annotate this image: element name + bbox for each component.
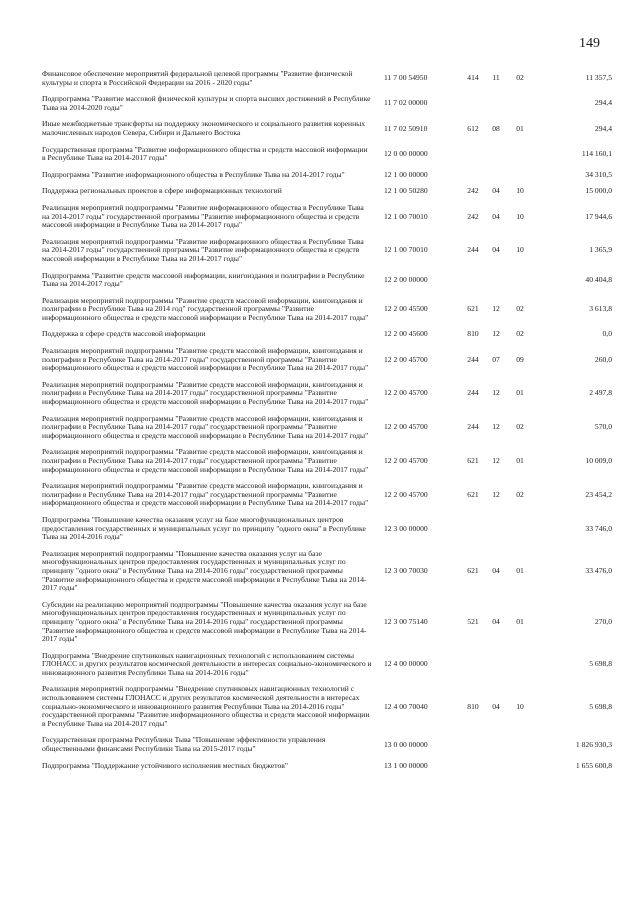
expense-type-code: 244 (467, 422, 479, 432)
subsection-code (508, 91, 532, 116)
expense-type-code: 612 (467, 123, 479, 133)
expense-type-code (462, 91, 484, 116)
amount: 294,4 (594, 123, 612, 133)
expense-type-code (462, 758, 484, 775)
table-row (42, 648, 612, 682)
expense-type-code: 242 (467, 211, 479, 221)
subsection-code: 10 (516, 186, 524, 196)
subsection-code: 02 (516, 73, 524, 83)
target-article-code: 12 2 00 45700 (384, 388, 428, 398)
amount: 34 310,5 (585, 169, 612, 179)
amount: 5 698,8 (589, 701, 612, 711)
subsection-code (508, 142, 532, 167)
expense-type-code: 621 (467, 565, 479, 575)
section-code: 12 (492, 456, 500, 465)
row-name: Подпрограмма "Внедрение спутниковых навигационных технологий с использованием системы ГЛОНАСС и других результатов космической деятельности в интересах социально-экономического и инновационного развития Республики Тыва на 2014-2016 годы" (42, 650, 372, 677)
expense-type-code (462, 732, 484, 757)
row-name: Подпрограмма "Развитие средств массовой информации, книгоиздания и полиграфии в Республике Тыва на 2014-2017 годы" (42, 270, 365, 289)
expense-type-code (462, 268, 484, 293)
table-row (42, 444, 612, 478)
subsection-code: 09 (516, 354, 524, 364)
section-code (484, 512, 508, 546)
row-name: Подпрограмма "Повышение качества оказания услуг на базе многофункциональных центров предоставления государственных и муниципальных услуг по принципу "одного окна" в Республике Тыва на 2014-2016 годы" (42, 514, 366, 542)
row-name: Субсидии на реализацию мероприятий подпрограммы "Повышение качества оказания услуг на базе многофункциональных центров предоставления государственных и муниципальных услуг по принципу "одного окна" в Республике Тыва на 2014-2016 годы" государственной программы "Развитие информационного общества и средств массовой информации в Республике Тыва на 2014-2017 годы" (42, 599, 367, 644)
row-name: Подпрограмма "Развитие информационного общества в Республике Тыва на 2014-2017 годы" (42, 169, 345, 179)
section-code (484, 648, 508, 682)
table-row (42, 546, 612, 597)
target-article-code: 12 2 00 45600 (384, 329, 428, 339)
subsection-code: 01 (516, 388, 524, 398)
row-name: Поддержка в сфере средств массовой информации (42, 329, 206, 339)
amount: 294,4 (594, 98, 612, 108)
expense-type-code (462, 648, 484, 682)
table-row (42, 234, 612, 268)
table-row (42, 326, 612, 343)
amount: 40 404,8 (585, 274, 612, 284)
amount: 2 497,8 (589, 388, 612, 398)
amount: 15 000,0 (585, 186, 612, 196)
section-code: 08 (492, 123, 500, 133)
section-code: 04 (492, 245, 500, 255)
amount: 114 160,1 (581, 148, 612, 158)
target-article-code: 12 4 00 70040 (384, 701, 428, 711)
row-name: Реализация мероприятий подпрограммы "Развитие средств массовой информации, книгоиздания и полиграфии в Республике Тыва на 2014-2017 годы" государственной программы "Развитие информационного общества и средств массовой информации в Республике Тыва на 2014-2017 годы" (42, 447, 369, 474)
target-article-code: 11 7 00 54950 (384, 73, 428, 83)
expense-type-code: 621 (467, 489, 479, 499)
subsection-code: 01 (516, 616, 524, 626)
expense-type-code: 810 (467, 701, 479, 711)
amount: 570,0 (594, 422, 612, 432)
row-name: Поддержка региональных проектов в сфере информационных технологий (42, 186, 282, 196)
amount: 10 009,0 (585, 456, 612, 465)
section-code (484, 268, 508, 293)
amount: 11 357,5 (585, 73, 612, 83)
target-article-code: 12 0 00 00000 (384, 148, 428, 158)
row-name: Реализация мероприятий подпрограммы "Развитие информационного общества в Республике Тыва на 2014-2017 годы" государственной программы "Развитие информационного общества и средств массовой информации в Республике Тыва на 2014-2017 годы" (42, 236, 364, 263)
amount: 270,0 (594, 616, 612, 626)
subsection-code: 01 (516, 456, 524, 465)
section-code: 04 (492, 186, 500, 196)
subsection-code (508, 268, 532, 293)
subsection-code: 02 (516, 329, 524, 339)
target-article-code: 13 0 00 00000 (384, 739, 428, 749)
table-row (42, 732, 612, 757)
subsection-code: 10 (516, 211, 524, 221)
target-article-code: 12 1 00 00000 (384, 169, 428, 179)
target-article-code: 12 2 00 00000 (384, 274, 428, 284)
expense-type-code: 521 (467, 616, 479, 626)
target-article-code: 12 2 00 45500 (384, 304, 428, 314)
row-name: Реализация мероприятий подпрограммы "Развитие средств массовой информации, книгоиздания и полиграфии в Республике Тыва на 2014 год" государственной программы "Развитие информационного общества и средств массовой информации в Республике Тыва на 2014-2017 годы" (42, 295, 369, 322)
amount: 1 826 930,3 (575, 739, 612, 749)
expense-type-code: 414 (467, 73, 479, 83)
table-row (42, 411, 612, 445)
table-row (42, 293, 612, 327)
page-number: 149 (579, 36, 600, 51)
subsection-code: 01 (516, 123, 524, 133)
expense-type-code (462, 142, 484, 167)
row-name: Реализация мероприятий подпрограммы "Повышение качества оказания услуг на базе многофункциональных центров предоставления государственных и муниципальных услуг по принципу "одного окна" в Республике Тыва на 2014-2016 годы" государственной программы "Развитие информационного общества и средств массовой информации в Республике Тыва на 2014-2017 годы" (42, 548, 367, 593)
target-article-code: 12 3 00 75140 (384, 616, 428, 626)
table-row (42, 512, 612, 546)
section-code: 11 (492, 73, 500, 83)
row-name: Реализация мероприятий подпрограммы "Развитие информационного общества в Республике Тыва на 2014-2017 годы" государственной программы "Развитие информационного общества и средств массовой информации в Республике Тыва на 2014-2017 годы" (42, 202, 364, 230)
row-name: Государственная программа Республики Тыва "Повышение эффективности управления общественными финансами Республики Тыва на 2015-2017 годы" (42, 735, 326, 754)
amount: 1 365,9 (589, 245, 612, 255)
row-name: Реализация мероприятий подпрограммы "Развитие средств массовой информации, книгоиздания и полиграфии в Республике Тыва на 2014-2017 годы" государственной программы "Развитие информационного общества и средств массовой информации в Республике Тыва на 2014-2017 годы" (42, 346, 369, 373)
section-code: 04 (492, 211, 500, 221)
subsection-code: 02 (516, 489, 524, 499)
budget-table (42, 66, 612, 774)
subsection-code: 02 (516, 304, 524, 314)
target-article-code: 12 2 00 45700 (384, 456, 428, 465)
expense-type-code (462, 512, 484, 546)
row-name: Реализация мероприятий подпрограммы "Развитие средств массовой информации, книгоиздания и полиграфии в Республике Тыва на 2014-2017 годы" государственной программы "Развитие информационного общества и средств массовой информации в Республике Тыва на 2014-2017 годы" (42, 413, 369, 440)
target-article-code: 12 1 00 70010 (384, 245, 428, 255)
section-code: 07 (492, 354, 500, 364)
subsection-code (508, 648, 532, 682)
amount: 33 746,0 (585, 523, 612, 533)
table-row (42, 681, 612, 732)
section-code (484, 758, 508, 775)
row-name: Государственная программа "Развитие информационного общества и средств массовой информации в Республике Тыва на 2014-2017 годы" (42, 144, 368, 163)
table-row (42, 116, 612, 141)
subsection-code: 01 (516, 565, 524, 575)
target-article-code: 12 3 00 00000 (384, 523, 428, 533)
target-article-code: 12 1 00 50280 (384, 186, 428, 196)
subsection-code (508, 512, 532, 546)
amount: 260,0 (594, 354, 612, 364)
table-row (42, 91, 612, 116)
section-code: 12 (492, 422, 500, 432)
target-article-code: 11 7 02 50910 (384, 123, 428, 133)
expense-type-code: 242 (467, 186, 479, 196)
expense-type-code: 810 (467, 329, 479, 339)
target-article-code: 12 2 00 45700 (384, 489, 428, 499)
section-code: 04 (492, 616, 500, 626)
target-article-code: 12 3 00 70030 (384, 565, 428, 575)
table-row (42, 200, 612, 234)
expense-type-code: 621 (467, 304, 479, 314)
section-code: 04 (492, 565, 500, 575)
section-code (484, 732, 508, 757)
expense-type-code (462, 167, 484, 184)
target-article-code: 12 2 00 45700 (384, 422, 428, 432)
target-article-code: 12 4 00 00000 (384, 659, 428, 669)
section-code (484, 91, 508, 116)
target-article-code: 13 1 00 00000 (384, 760, 428, 770)
table-row (42, 167, 612, 184)
subsection-code (508, 758, 532, 775)
table-row (42, 66, 612, 91)
table-row (42, 268, 612, 293)
row-name: Подпрограмма "Развитие массовой физической культуры и спорта высших достижений в Республике Тыва на 2014-2020 годы" (42, 94, 371, 112)
row-name: Реализация мероприятий подпрограммы "Развитие средств массовой информации, книгоиздания и полиграфии в Республике Тыва на 2014-2017 годы" государственной программы "Развитие информационного общества и средств массовой информации в Республике Тыва на 2014-2017 годы" (42, 379, 369, 407)
amount: 0,0 (602, 329, 612, 339)
row-name: Иные межбюджетные трансферты на поддержку экономического и социального развития коренных малочисленных народов Севера, Сибири и Дальнего Востока (42, 119, 366, 137)
section-code: 04 (492, 701, 500, 711)
table-row (42, 478, 612, 512)
table-row (42, 377, 612, 411)
table-row (42, 758, 612, 775)
amount: 5 698,8 (589, 659, 612, 669)
expense-type-code: 621 (467, 456, 479, 465)
amount: 1 655 600,8 (575, 760, 612, 770)
expense-type-code: 244 (467, 388, 479, 398)
subsection-code (508, 732, 532, 757)
section-code: 12 (492, 489, 500, 499)
table-row (42, 142, 612, 167)
row-name: Реализация мероприятий подпрограммы "Развитие средств массовой информации, книгоиздания и полиграфии в Республике Тыва на 2014-2017 годы" государственной программы "Развитие информационного общества и средств массовой информации в Республике Тыва на 2014-2017 годы" (42, 481, 369, 508)
expense-type-code: 244 (467, 354, 479, 364)
section-code (484, 142, 508, 167)
table-row (42, 183, 612, 200)
section-code: 12 (492, 388, 500, 398)
section-code: 12 (492, 329, 500, 339)
target-article-code: 12 1 00 70010 (384, 211, 428, 221)
section-code: 12 (492, 304, 500, 314)
table-row (42, 597, 612, 648)
amount: 23 454,2 (585, 489, 612, 499)
subsection-code: 10 (516, 245, 524, 255)
target-article-code: 12 2 00 45700 (384, 354, 428, 364)
table-row (42, 343, 612, 377)
subsection-code: 10 (516, 701, 524, 711)
target-article-code: 11 7 02 00000 (384, 98, 428, 108)
subsection-code (508, 167, 532, 184)
subsection-code: 02 (516, 422, 524, 432)
row-name: Финансовое обеспечение мероприятий федеральной целевой программы "Развитие физической культуры и спорта в Российской Федерации на 2016 - 2020 годы" (42, 69, 353, 87)
section-code (484, 167, 508, 184)
row-name: Реализация мероприятий подпрограммы "Внедрение спутниковых навигационных технологий с использованием системы ГЛОНАСС и других результатов космической деятельности в интересах социально-экономического и инновационного развития Республики Тыва на 2014-2016 годы" государственной программы "Развитие информационного общества и средств массовой информации в Республике Тыва на 2014-2017 годы" (42, 684, 370, 728)
amount: 3 613,8 (589, 304, 612, 314)
row-name: Подпрограмма "Поддержание устойчивого исполнения местных бюджетов" (42, 760, 288, 770)
expense-type-code: 244 (467, 245, 479, 255)
amount: 33 476,0 (585, 565, 612, 575)
amount: 17 944,6 (585, 211, 612, 221)
